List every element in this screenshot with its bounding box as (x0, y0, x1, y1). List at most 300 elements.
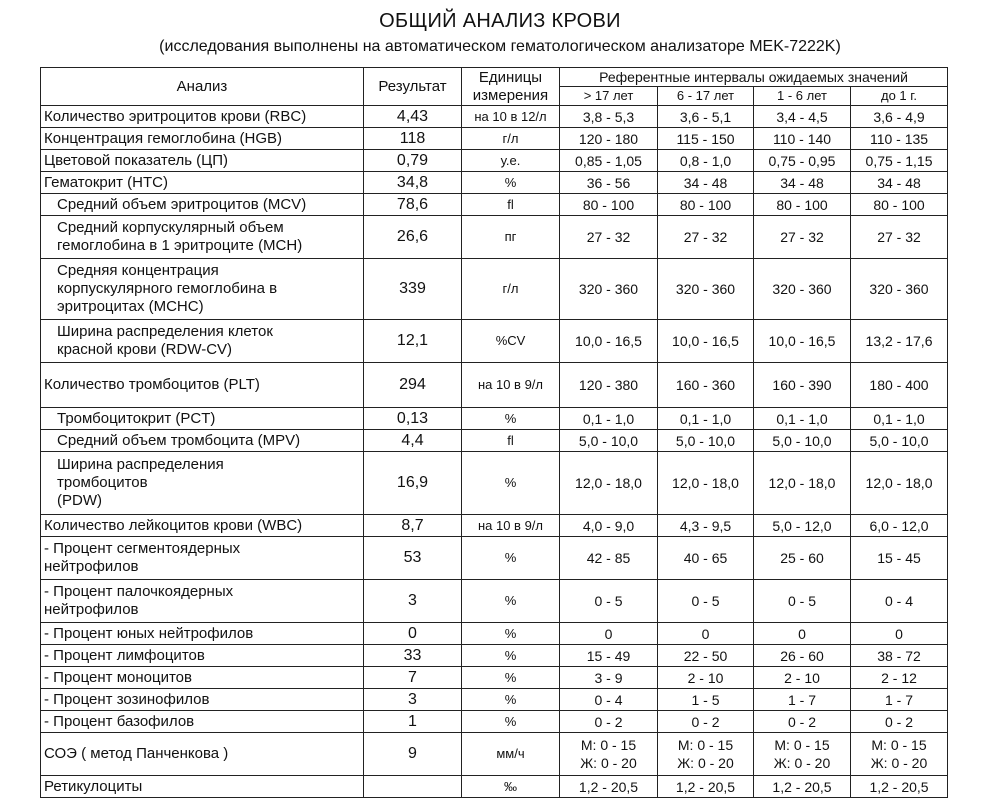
reference-line: 1,2 - 20,5 (675, 778, 736, 795)
analysis-name (41, 689, 364, 711)
analysis-name (41, 408, 364, 430)
reference-value (851, 733, 948, 776)
analysis-name-line: Ширина распределения клеток (57, 323, 273, 340)
result-value: 4,4 (364, 430, 462, 452)
analysis-name (41, 515, 364, 537)
reference-line: 5,0 - 12,0 (772, 517, 832, 534)
reference-value (851, 452, 948, 515)
reference-value (560, 776, 658, 798)
reference-line: 12,0 - 18,0 (575, 475, 642, 491)
reference-line: 12,0 - 18,0 (865, 475, 933, 491)
reference-line: 2 - 10 (784, 669, 820, 686)
header-age-6-17: 6 - 17 лет (658, 87, 754, 106)
reference-line: 0 - 2 (691, 713, 720, 730)
reference-value (658, 172, 754, 194)
table-row (41, 106, 948, 128)
reference-value (658, 363, 754, 408)
analysis-name (41, 667, 364, 689)
reference-line: 110 - 140 (772, 130, 832, 147)
reference-value (658, 645, 754, 667)
analysis-name (41, 194, 364, 216)
reference-line: 160 - 360 (675, 377, 736, 393)
reference-line: 80 - 100 (679, 196, 732, 213)
reference-line: 4,0 - 9,0 (582, 517, 635, 534)
reference-value (754, 106, 851, 128)
units-value: fl (462, 194, 560, 216)
reference-value (851, 194, 948, 216)
units-value: % (462, 645, 560, 667)
analysis-name (41, 645, 364, 667)
units-value: мм/ч (462, 733, 560, 776)
reference-line: 0,1 - 1,0 (679, 410, 732, 427)
units-value: у.е. (462, 150, 560, 172)
reference-line: 1,2 - 20,5 (869, 778, 929, 795)
reference-value (658, 623, 754, 645)
reference-line: 0,85 - 1,05 (575, 152, 642, 169)
reference-line: 0 (798, 625, 806, 642)
reference-line: 0 - 5 (594, 593, 623, 609)
header-age-1-6: 1 - 6 лет (754, 87, 851, 106)
result-value: 118 (364, 128, 462, 150)
table-row (41, 408, 948, 430)
reference-line: 42 - 85 (586, 550, 631, 566)
reference-line: 0 - 5 (787, 593, 816, 609)
reference-value (851, 667, 948, 689)
reference-line: 10,0 - 16,5 (768, 333, 836, 349)
reference-line: 1 - 5 (691, 691, 720, 708)
reference-value (658, 537, 754, 580)
reference-value (851, 172, 948, 194)
reference-line: 13,2 - 17,6 (865, 333, 933, 349)
reference-value (754, 150, 851, 172)
analysis-name-line: Концентрация гемоглобина (HGB) (44, 129, 283, 147)
header-units (462, 68, 560, 106)
result-value: 1 (364, 711, 462, 733)
reference-value (658, 150, 754, 172)
reference-line: 0,1 - 1,0 (776, 410, 828, 427)
analysis-name-line: - Процент базофилов (44, 712, 195, 730)
result-value: 3 (364, 689, 462, 711)
reference-line: 5,0 - 10,0 (869, 432, 929, 449)
result-value: 339 (364, 259, 462, 320)
result-value: 0,79 (364, 150, 462, 172)
header-analysis: Анализ (41, 68, 364, 106)
reference-line: 27 - 32 (683, 229, 728, 245)
reference-line: 1 - 7 (885, 691, 914, 708)
analysis-name-line: Тромбоцитокрит (PCT) (57, 409, 216, 427)
table-row (41, 430, 948, 452)
reference-line: 1 - 7 (787, 691, 816, 708)
reference-value (560, 150, 658, 172)
table-row (41, 580, 948, 623)
analysis-name-line: Средний корпускулярный объем (57, 219, 284, 236)
reference-value (658, 515, 754, 537)
reference-value (560, 515, 658, 537)
table-header (41, 68, 948, 106)
analysis-name (41, 776, 364, 798)
reference-value (560, 106, 658, 128)
header-age-adult: > 17 лет (560, 87, 658, 106)
reference-value (754, 172, 851, 194)
reference-value (658, 259, 754, 320)
reference-line: 0 (895, 625, 903, 642)
reference-line: М: 0 - 15 (774, 737, 830, 753)
reference-value (560, 689, 658, 711)
units-value: %CV (462, 320, 560, 363)
table-row (41, 537, 948, 580)
reference-line: 3,4 - 4,5 (776, 108, 828, 125)
analysis-name (41, 623, 364, 645)
analysis-name-line: - Процент лимфоцитов (44, 646, 205, 664)
reference-line: 320 - 360 (578, 281, 639, 297)
result-value: 78,6 (364, 194, 462, 216)
result-value: 0 (364, 623, 462, 645)
reference-line: Ж: 0 - 20 (773, 755, 831, 771)
result-value: 33 (364, 645, 462, 667)
table-row (41, 194, 948, 216)
reference-value (560, 320, 658, 363)
reference-line: 15 - 49 (586, 647, 631, 664)
reference-value (560, 194, 658, 216)
reference-value (851, 430, 948, 452)
reference-value (851, 580, 948, 623)
reference-line: 0,8 - 1,0 (679, 152, 732, 169)
reference-value (754, 128, 851, 150)
units-value: % (462, 667, 560, 689)
units-value: % (462, 452, 560, 515)
reference-line: Ж: 0 - 20 (580, 755, 637, 771)
reference-value (851, 689, 948, 711)
units-value: г/л (462, 128, 560, 150)
analysis-name-line: Средний объем эритроцитов (MCV) (57, 195, 307, 213)
table-row (41, 689, 948, 711)
reference-line: 12,0 - 18,0 (672, 475, 739, 491)
analysis-name (41, 733, 364, 776)
reference-value (658, 776, 754, 798)
reference-value (851, 623, 948, 645)
reference-line: 0 - 2 (885, 713, 914, 730)
reference-line: 0 - 2 (787, 713, 816, 730)
reference-line: 3 - 9 (594, 669, 623, 686)
analysis-name-line: красной крови (RDW-CV) (57, 341, 233, 358)
reference-line: 3,6 - 5,1 (679, 108, 732, 125)
reference-line: 40 - 65 (683, 550, 728, 566)
analysis-name-line: - Процент моноцитов (44, 668, 192, 686)
reference-line: 320 - 360 (675, 281, 736, 297)
reference-line: 34 - 48 (877, 174, 921, 191)
units-value: % (462, 537, 560, 580)
analysis-name-line: тромбоцитов (57, 474, 148, 491)
reference-value (560, 128, 658, 150)
reference-value (560, 452, 658, 515)
reference-value (754, 452, 851, 515)
reference-line: 22 - 50 (683, 647, 728, 664)
reference-value (560, 711, 658, 733)
reference-line: 320 - 360 (772, 281, 832, 297)
analysis-name (41, 711, 364, 733)
reference-value (754, 408, 851, 430)
reference-value (560, 363, 658, 408)
table-row (41, 776, 948, 798)
page-title: ОБЩИЙ АНАЛИЗ КРОВИ (379, 10, 621, 32)
result-value: 9 (364, 733, 462, 776)
reference-value (851, 408, 948, 430)
reference-line: 0 (701, 625, 710, 642)
reference-line: Ж: 0 - 20 (870, 755, 928, 771)
reference-value (658, 452, 754, 515)
result-value: 34,8 (364, 172, 462, 194)
reference-value (560, 537, 658, 580)
table-body (41, 106, 948, 798)
reference-line: 10,0 - 16,5 (672, 333, 739, 349)
reference-value (754, 515, 851, 537)
reference-value (560, 645, 658, 667)
reference-value (851, 150, 948, 172)
reference-value (560, 172, 658, 194)
reference-line: 1,2 - 20,5 (772, 778, 832, 795)
reference-value (754, 623, 851, 645)
units-value: % (462, 172, 560, 194)
reference-value (658, 320, 754, 363)
reference-line: 5,0 - 10,0 (578, 432, 639, 449)
reference-value (851, 776, 948, 798)
reference-value (658, 667, 754, 689)
table-row (41, 320, 948, 363)
reference-line: 0 - 5 (691, 593, 720, 609)
units-value: на 10 в 12/л (462, 106, 560, 128)
reference-value (560, 216, 658, 259)
result-value: 294 (364, 363, 462, 408)
units-value: на 10 в 9/л (462, 515, 560, 537)
reference-line: 2 - 12 (881, 669, 917, 686)
table-row (41, 711, 948, 733)
reference-value (658, 106, 754, 128)
analysis-name-line: Количество эритроцитов крови (RBC) (44, 107, 307, 125)
table-row (41, 733, 948, 776)
reference-line: М: 0 - 15 (677, 737, 734, 753)
header-units-line2: измерения (472, 86, 549, 104)
analysis-name-line: Ретикулоциты (44, 777, 143, 795)
units-value: % (462, 408, 560, 430)
table-row (41, 645, 948, 667)
units-value: % (462, 623, 560, 645)
reference-value (851, 645, 948, 667)
analysis-name-line: Количество лейкоцитов крови (WBC) (44, 516, 303, 534)
reference-line: 27 - 32 (877, 229, 921, 245)
reference-line: 34 - 48 (683, 174, 728, 191)
reference-line: 110 - 135 (869, 130, 929, 147)
reference-line: 115 - 150 (676, 130, 735, 147)
table-row (41, 452, 948, 515)
analysis-name-line: - Процент зозинофилов (44, 690, 210, 708)
reference-value (851, 711, 948, 733)
table-row (41, 363, 948, 408)
units-value: на 10 в 9/л (462, 363, 560, 408)
reference-value (754, 711, 851, 733)
reference-line: 80 - 100 (776, 196, 828, 213)
analysis-name-line: Цветовой показатель (ЦП) (44, 151, 229, 169)
analysis-name (41, 320, 364, 363)
reference-value (754, 216, 851, 259)
reference-value (851, 216, 948, 259)
reference-line: М: 0 - 15 (580, 737, 637, 753)
table-row (41, 515, 948, 537)
result-value: 4,43 (364, 106, 462, 128)
reference-line: 5,0 - 10,0 (772, 432, 832, 449)
result-value: 16,9 (364, 452, 462, 515)
reference-line: 15 - 45 (877, 550, 921, 566)
units-value: % (462, 689, 560, 711)
reference-value (754, 259, 851, 320)
page-subtitle: (исследования выполнены на автоматическом гематологическом анализаторе MEK-7222K) (159, 38, 841, 55)
reference-line: 320 - 360 (869, 281, 929, 297)
analysis-name-line: Гематокрит (HTC) (44, 173, 168, 191)
reference-line: 0 - 4 (885, 593, 914, 609)
analysis-name (41, 580, 364, 623)
reference-value (851, 128, 948, 150)
reference-line: 10,0 - 16,5 (575, 333, 642, 349)
reference-line: 0,1 - 1,0 (582, 410, 635, 427)
units-value: ‰ (462, 776, 560, 798)
analysis-name-line: - Процент юных нейтрофилов (44, 624, 254, 642)
reference-value (754, 363, 851, 408)
reference-value (851, 537, 948, 580)
analysis-name-line: (PDW) (57, 492, 102, 509)
reference-value (754, 776, 851, 798)
table-row (41, 150, 948, 172)
result-value: 0,13 (364, 408, 462, 430)
reference-value (560, 259, 658, 320)
analysis-name (41, 216, 364, 259)
reference-value (754, 194, 851, 216)
reference-line: 0,1 - 1,0 (873, 410, 925, 427)
reference-line: 160 - 390 (772, 377, 832, 393)
reference-line: 5,0 - 10,0 (675, 432, 736, 449)
reference-line: 36 - 56 (586, 174, 631, 191)
reference-line: 25 - 60 (780, 550, 824, 566)
reference-line: М: 0 - 15 (871, 737, 927, 753)
header-result: Результат (364, 68, 462, 106)
result-value: 3 (364, 580, 462, 623)
reference-line: 34 - 48 (780, 174, 824, 191)
reference-value (851, 259, 948, 320)
reference-value (851, 106, 948, 128)
result-value: 53 (364, 537, 462, 580)
analysis-name-line: СОЭ ( метод Панченкова ) (44, 745, 229, 762)
reference-line: 80 - 100 (873, 196, 925, 213)
reference-line: 80 - 100 (582, 196, 635, 213)
analysis-name-line: Количество тромбоцитов (PLT) (44, 376, 260, 393)
reference-value (658, 711, 754, 733)
analysis-name (41, 537, 364, 580)
reference-value (560, 580, 658, 623)
reference-line: 27 - 32 (586, 229, 631, 245)
analysis-name (41, 172, 364, 194)
reference-value (658, 216, 754, 259)
reference-line: 0,75 - 0,95 (768, 152, 836, 169)
reference-value (560, 733, 658, 776)
reference-value (851, 515, 948, 537)
analysis-name-line: Средняя концентрация (57, 262, 219, 279)
reference-value (658, 733, 754, 776)
reference-value (658, 194, 754, 216)
analysis-name (41, 363, 364, 408)
reference-line: 2 - 10 (687, 669, 724, 686)
reference-line: 12,0 - 18,0 (768, 475, 836, 491)
reference-line: 1,2 - 20,5 (578, 778, 639, 795)
reference-line: 120 - 180 (578, 130, 639, 147)
analysis-name-line: Средний объем тромбоцита (MPV) (57, 431, 301, 449)
reference-value (560, 667, 658, 689)
analysis-name-line: эритроцитах (MCHC) (57, 298, 204, 315)
reference-value (560, 430, 658, 452)
units-value: пг (462, 216, 560, 259)
table-row (41, 667, 948, 689)
analysis-name-line: - Процент палочкоядерных (44, 583, 234, 600)
results-table (40, 67, 948, 798)
reference-value (658, 128, 754, 150)
table-row (41, 259, 948, 320)
units-value: % (462, 580, 560, 623)
table-row (41, 623, 948, 645)
units-value: г/л (462, 259, 560, 320)
result-value: 7 (364, 667, 462, 689)
analysis-name (41, 128, 364, 150)
table-row (41, 172, 948, 194)
analysis-name-line: гемоглобина в 1 эритроците (MCH) (57, 237, 303, 254)
reference-line: 3,6 - 4,9 (873, 108, 925, 125)
reference-line: 6,0 - 12,0 (869, 517, 929, 534)
reference-line: Ж: 0 - 20 (677, 755, 734, 771)
result-value: 8,7 (364, 515, 462, 537)
reference-value (851, 363, 948, 408)
analysis-name-line: нейтрофилов (44, 558, 139, 575)
analysis-name (41, 259, 364, 320)
reference-value (560, 408, 658, 430)
analysis-name (41, 106, 364, 128)
analysis-name (41, 452, 364, 515)
reference-value (754, 645, 851, 667)
result-value (364, 776, 462, 798)
reference-value (658, 408, 754, 430)
reference-line: 0 (604, 625, 613, 642)
header-age-infant: до 1 г. (851, 87, 948, 106)
reference-value (754, 580, 851, 623)
analysis-name (41, 430, 364, 452)
analysis-name-line: Ширина распределения (57, 456, 224, 473)
reference-value (754, 320, 851, 363)
analysis-name-line: нейтрофилов (44, 601, 139, 618)
reference-value (658, 430, 754, 452)
reference-value (754, 667, 851, 689)
table-row (41, 128, 948, 150)
analysis-name-line: корпускулярного гемоглобина в (57, 280, 278, 297)
result-value: 12,1 (364, 320, 462, 363)
reference-line: 0,75 - 1,15 (865, 152, 933, 169)
reference-line: 3,8 - 5,3 (582, 108, 635, 125)
reference-value (658, 689, 754, 711)
reference-line: 27 - 32 (780, 229, 824, 245)
reference-line: 4,3 - 9,5 (679, 517, 732, 534)
table-row (41, 216, 948, 259)
reference-value (658, 580, 754, 623)
reference-line: 26 - 60 (780, 647, 824, 664)
reference-value (754, 430, 851, 452)
reference-line: 180 - 400 (869, 377, 929, 393)
result-value: 26,6 (364, 216, 462, 259)
reference-line: 0 - 4 (594, 691, 623, 708)
reference-line: 0 - 2 (594, 713, 623, 730)
